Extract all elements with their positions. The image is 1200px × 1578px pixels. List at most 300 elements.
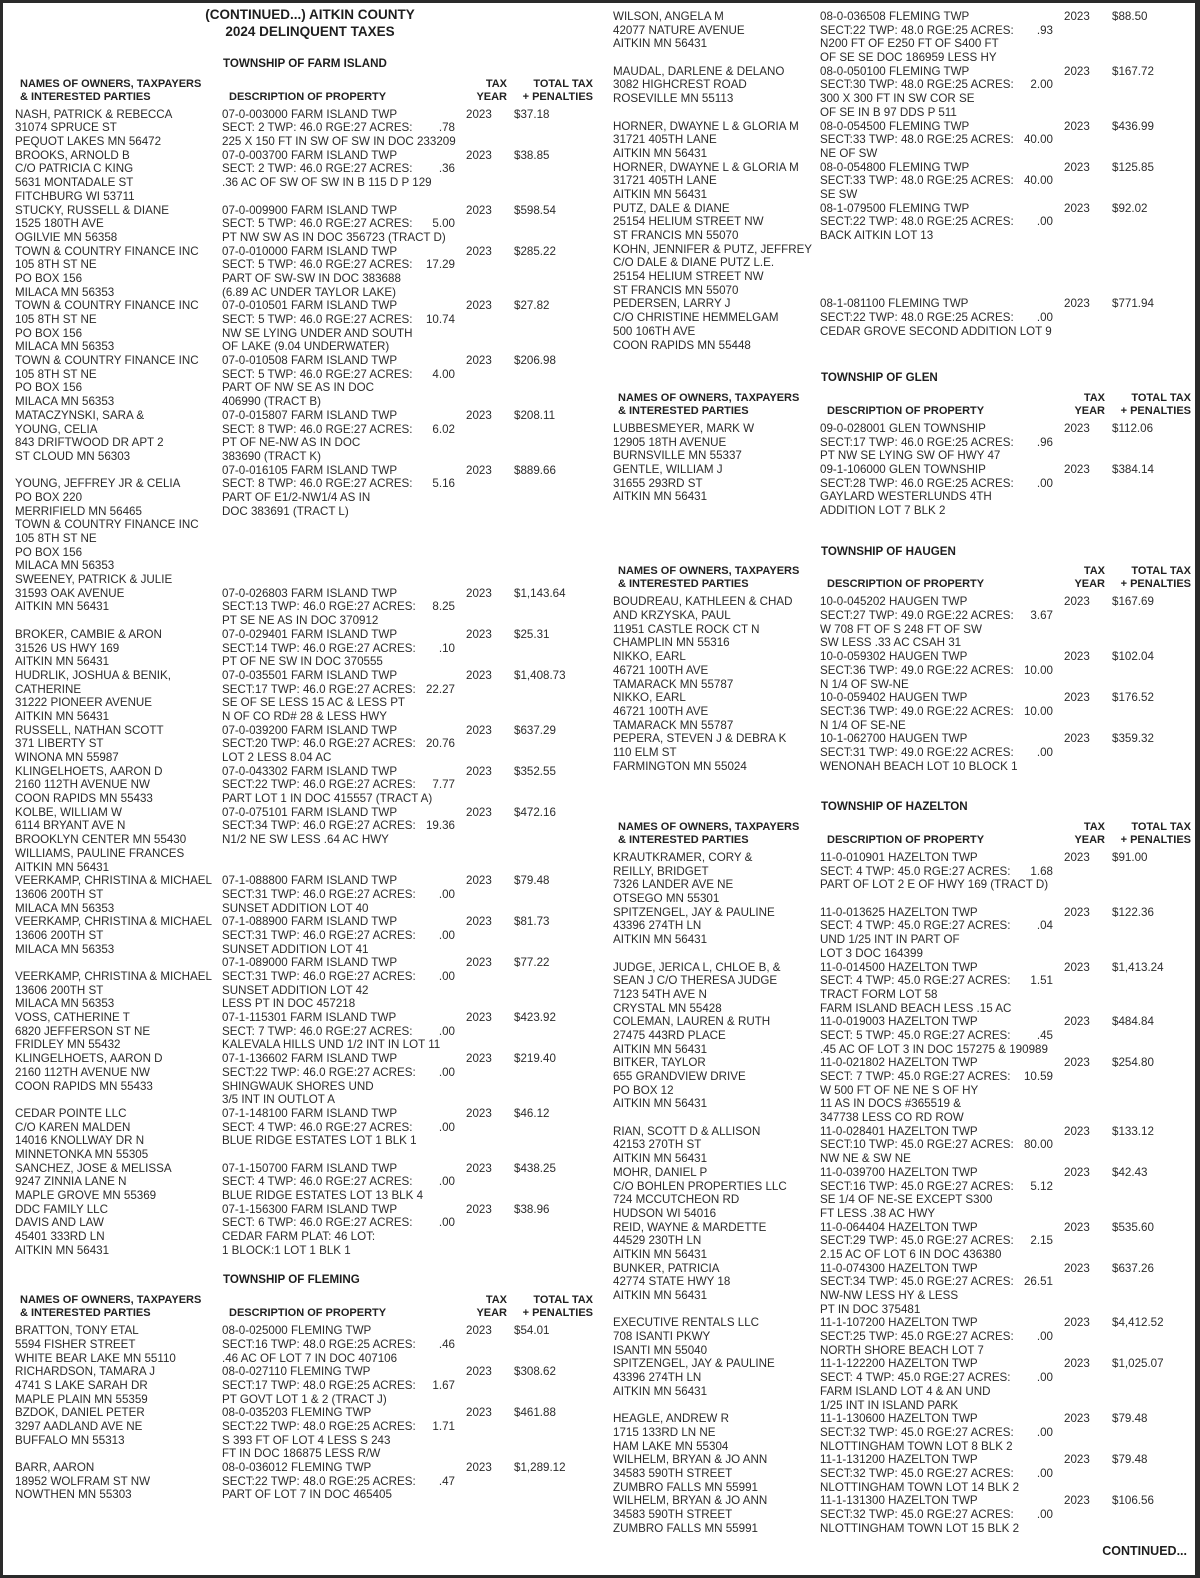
property-description — [811, 10, 1053, 65]
delinquent-entry — [601, 650, 1195, 691]
owner-line: SANCHEZ, JOSE & MELISSA — [15, 1161, 172, 1175]
section-township-range — [820, 477, 1053, 491]
property-description — [213, 573, 455, 628]
amount-value: $254.80 — [1112, 1056, 1154, 1070]
section-haugen — [601, 545, 1195, 774]
owner-line: 13606 200TH ST — [15, 887, 104, 901]
tax-year — [455, 354, 509, 409]
section-fleming-continued — [601, 10, 1195, 352]
owner-line: AITKIN MN 56431 — [15, 655, 110, 669]
tax-year-value: 2023 — [466, 723, 492, 737]
tax-year — [455, 765, 509, 806]
sect-text: SECT: 8 TWP: 46.0 RGE:27 ACRES: — [222, 477, 413, 491]
property-description — [811, 595, 1053, 650]
delinquent-entry — [3, 464, 597, 574]
total-amount — [509, 464, 597, 574]
tax-year-value: 2023 — [1064, 851, 1090, 865]
header-total — [1111, 565, 1195, 591]
property-description — [213, 409, 455, 464]
total-amount — [1107, 1494, 1195, 1535]
owner-line: SPITZENGEL, JAY & PAULINE — [613, 905, 775, 919]
total-amount — [509, 108, 597, 149]
acres-value: 19.36 — [425, 819, 455, 833]
sect-text: SECT:17 TWP: 46.0 RGE:25 ACRES: — [820, 435, 1014, 449]
column-headers — [601, 821, 1195, 847]
total-amount — [1107, 732, 1195, 773]
continued-label: CONTINUED... — [1102, 1544, 1187, 1559]
amount-value: $25.31 — [514, 627, 550, 641]
parcel-number: 11-0-013625 HAZELTON TWP — [820, 905, 978, 919]
tax-year — [455, 464, 509, 574]
section-fleming — [3, 1273, 597, 1502]
total-amount — [509, 806, 597, 874]
legal-description: 1 BLOCK:1 LOT 1 BLK 1 — [222, 1243, 351, 1257]
delinquent-entry — [3, 1461, 597, 1502]
owner-names — [3, 915, 213, 956]
owner-names — [601, 161, 811, 202]
legal-description: 3/5 INT IN OUTLOT A — [222, 1093, 335, 1107]
sect-text: SECT:22 TWP: 48.0 RGE:25 ACRES: — [222, 1419, 416, 1433]
tax-year-value: 2023 — [466, 586, 492, 600]
owner-line: OGILVIE MN 56358 — [15, 230, 118, 244]
column-headers — [601, 565, 1195, 591]
total-amount — [509, 765, 597, 806]
parcel-number: 11-0-064404 HAZELTON TWP — [820, 1220, 978, 1234]
total-amount — [1107, 1221, 1195, 1262]
owner-line: KLINGELHOETS, AARON D — [15, 764, 163, 778]
header-total-line-1: TOTAL TAX — [1131, 565, 1191, 578]
total-amount — [1107, 691, 1195, 732]
spacer — [466, 573, 509, 587]
total-amount — [509, 1107, 597, 1162]
amount-value: $54.01 — [514, 1324, 550, 1338]
delinquent-entry — [3, 806, 597, 874]
tax-year-value: 2023 — [466, 627, 492, 641]
owner-line: ST CLOUD MN 56303 — [15, 449, 131, 463]
owner-names — [3, 1365, 213, 1406]
owner-line: 45401 333RD LN — [15, 1230, 105, 1244]
total-amount — [1107, 1056, 1195, 1124]
acres-value: 4.00 — [432, 367, 455, 381]
total-amount — [1107, 851, 1195, 906]
tax-year-value: 2023 — [466, 915, 492, 929]
owner-line: STUCKY, RUSSELL & DIANE — [15, 203, 169, 217]
tax-year-value: 2023 — [466, 874, 492, 888]
owner-line: 2160 112TH AVENUE NW — [15, 1065, 150, 1079]
owner-names — [3, 1203, 213, 1258]
owner-line: 42774 STATE HWY 18 — [613, 1275, 731, 1289]
tax-year — [455, 1324, 509, 1365]
owner-line: REID, WAYNE & MARDETTE — [613, 1220, 767, 1234]
legal-description: N1/2 NE SW LESS .64 AC HWY — [222, 833, 389, 847]
tax-year-value: 2023 — [466, 1406, 492, 1420]
legal-description: FT LESS .38 AC HWY — [820, 1206, 936, 1220]
delinquent-entry — [601, 595, 1195, 650]
owner-line: ZUMBRO FALLS MN 55991 — [613, 1521, 758, 1535]
sect-text: SECT: 2 TWP: 46.0 RGE:27 ACRES: — [222, 121, 413, 135]
parcel-number: 07-0-016105 FARM ISLAND TWP — [222, 463, 398, 477]
owner-line: ISANTI MN 55040 — [613, 1343, 708, 1357]
total-amount — [1107, 65, 1195, 120]
total-amount — [509, 956, 597, 1011]
acres-value: .00 — [438, 887, 455, 901]
delinquent-entry — [601, 1453, 1195, 1494]
section-township-range — [222, 1420, 455, 1434]
delinquent-entry — [601, 961, 1195, 1016]
total-amount — [509, 669, 597, 724]
legal-description: CEDAR GROVE SECOND ADDITION LOT 9 — [820, 324, 1052, 338]
section-township-range — [820, 1138, 1053, 1152]
tax-year-value: 2023 — [1064, 1316, 1090, 1330]
parcel-number: 11-1-131300 HAZELTON TWP — [820, 1494, 978, 1508]
owner-line: KOLBE, WILLIAM W — [15, 805, 122, 819]
tax-year-value: 2023 — [1064, 1453, 1090, 1467]
owner-names — [3, 245, 213, 300]
legal-description: SUNSET ADDITION LOT 40 — [222, 901, 369, 915]
total-amount — [1107, 1453, 1195, 1494]
owner-line: 105 8TH ST NE — [15, 532, 97, 546]
amount-value: $167.69 — [1112, 595, 1154, 609]
owner-line: MERRIFIELD MN 56465 — [15, 504, 142, 518]
owner-line: 18952 WOLFRAM ST NW — [15, 1474, 151, 1488]
total-amount — [1107, 422, 1195, 463]
owner-line: PO BOX 156 — [15, 326, 83, 340]
legal-description: NW-NW LESS HY & LESS — [820, 1289, 959, 1303]
acres-value: .00 — [438, 1120, 455, 1134]
sect-text: SECT: 5 TWP: 45.0 RGE:27 ACRES: — [820, 1028, 1011, 1042]
section-township-range — [222, 423, 455, 437]
section-township-range — [820, 865, 1053, 879]
owner-line: MATACZYNSKI, SARA & — [15, 408, 145, 422]
amount-value: $637.26 — [1112, 1261, 1154, 1275]
section-township-range — [820, 746, 1053, 760]
tax-year — [455, 1011, 509, 1052]
header-tax-year-line-1: TAX — [485, 1294, 507, 1307]
property-description — [213, 628, 455, 669]
sect-text: SECT:33 TWP: 48.0 RGE:25 ACRES: — [820, 174, 1014, 188]
delinquent-entry — [601, 422, 1195, 463]
owner-line: MAUDAL, DARLENE & DELANO — [613, 64, 785, 78]
parcel-number: 08-0-027110 FLEMING TWP — [222, 1365, 371, 1379]
tax-year-value: 2023 — [466, 1324, 492, 1338]
property-description — [811, 1357, 1053, 1412]
header-description: DESCRIPTION OF PROPERTY — [229, 90, 387, 103]
property-description — [213, 765, 455, 806]
amount-value: $889.66 — [514, 463, 556, 477]
property-description — [213, 1406, 455, 1461]
tax-year — [455, 915, 509, 956]
legal-description: ADDITION LOT 7 BLK 2 — [820, 504, 946, 518]
acres-value: .00 — [1036, 1425, 1053, 1439]
property-description — [811, 1125, 1053, 1166]
delinquent-entry — [3, 299, 597, 354]
column-headers — [3, 78, 597, 104]
property-description — [213, 149, 455, 204]
header-tax-year-line-1: TAX — [1083, 821, 1105, 834]
owner-line: MILACA MN 56353 — [15, 559, 115, 573]
acres-value: 40.00 — [1023, 133, 1053, 147]
owner-names — [601, 851, 811, 906]
header-names-line-1: NAMES OF OWNERS, TAXPAYERS — [618, 391, 800, 404]
legal-description: NLOTTINGHAM TOWN LOT 14 BLK 2 — [820, 1480, 1020, 1494]
header-tax-year — [458, 78, 513, 104]
property-description — [213, 299, 455, 354]
tax-year-value: 2023 — [466, 408, 492, 422]
legal-description: LOT 3 DOC 164399 — [820, 946, 923, 960]
owner-line — [15, 956, 213, 970]
header-tax-year-line-2: YEAR — [1074, 404, 1105, 417]
legal-description: PART OF E1/2-NW1/4 AS IN — [222, 490, 371, 504]
parcel-number: 08-0-054800 FLEMING TWP — [820, 160, 970, 174]
owner-names — [3, 1324, 213, 1365]
owner-line: C/O PATRICIA C KING — [15, 162, 134, 176]
sect-text: SECT:13 TWP: 46.0 RGE:27 ACRES: — [222, 600, 416, 614]
parcel-number: 08-0-054500 FLEMING TWP — [820, 119, 970, 133]
tax-year-value: 2023 — [1064, 201, 1090, 215]
tax-year — [1053, 422, 1107, 463]
total-amount — [1107, 1357, 1195, 1412]
section-township-range — [222, 778, 455, 792]
parcel-number: 11-0-014500 HAZELTON TWP — [820, 960, 978, 974]
sect-text: SECT:16 TWP: 48.0 RGE:25 ACRES: — [222, 1337, 416, 1351]
owner-line: VEERKAMP, CHRISTINA & MICHAEL — [15, 915, 212, 929]
total-amount — [1107, 650, 1195, 691]
tax-year — [455, 1461, 509, 1502]
owner-names — [3, 299, 213, 354]
amount-value: $77.22 — [514, 956, 550, 970]
acres-value: .00 — [438, 1024, 455, 1038]
legal-description: .45 AC OF LOT 3 IN DOC 157275 & 190989 — [820, 1042, 1048, 1056]
owner-line: PEQUOT LAKES MN 56472 — [15, 135, 162, 149]
delinquent-entry — [3, 1406, 597, 1461]
tax-year-value: 2023 — [1064, 421, 1090, 435]
parcel-number: 11-0-039700 HAZELTON TWP — [820, 1165, 978, 1179]
property-description — [811, 297, 1053, 352]
legal-description: BLUE RIDGE ESTATES LOT 13 BLK 4 — [222, 1189, 424, 1203]
tax-year — [1053, 1412, 1107, 1453]
header-total-line-1: TOTAL TAX — [533, 77, 593, 90]
total-amount — [509, 1052, 597, 1107]
parcel-number: 07-1-115301 FARM ISLAND TWP — [222, 1011, 397, 1025]
owner-names — [601, 1221, 811, 1262]
tax-year — [455, 108, 509, 149]
owner-names — [3, 806, 213, 874]
legal-description: TRACT FORM LOT 58 — [820, 987, 938, 1001]
property-description — [213, 1162, 455, 1203]
amount-value: $1,408.73 — [514, 668, 566, 682]
total-amount — [1107, 1015, 1195, 1056]
acres-value: .00 — [438, 970, 455, 984]
acres-value: .00 — [1036, 476, 1053, 490]
delinquent-entry — [3, 1011, 597, 1052]
owner-names — [601, 10, 811, 65]
owner-line: 4741 S LAKE SARAH DR — [15, 1378, 148, 1392]
delinquent-entry — [601, 463, 1195, 518]
sect-text: SECT: 4 TWP: 46.0 RGE:27 ACRES: — [222, 1120, 413, 1134]
legal-description: DOC 383691 (TRACT L) — [222, 504, 349, 518]
header-total-line-2: + PENALTIES — [1120, 404, 1191, 417]
header-names-line-1: NAMES OF OWNERS, TAXPAYERS — [618, 565, 800, 578]
acres-value: .45 — [1036, 1028, 1053, 1042]
owner-line: AITKIN MN 56431 — [613, 146, 708, 160]
legal-description: LESS PT IN DOC 457218 — [222, 997, 356, 1011]
tax-year — [1053, 463, 1107, 518]
parcel-number: 07-0-010000 FARM ISLAND TWP — [222, 244, 398, 258]
parcel-number: 09-1-106000 GLEN TOWNSHIP — [820, 462, 986, 476]
acres-value: .10 — [438, 641, 455, 655]
owner-names — [601, 595, 811, 650]
parcel-number: 07-1-148100 FARM ISLAND TWP — [222, 1106, 398, 1120]
acres-value: .00 — [438, 1216, 455, 1230]
legal-description: W 708 FT OF S 248 FT OF SW — [820, 622, 982, 636]
owner-line: HAM LAKE MN 55304 — [613, 1439, 729, 1453]
section-township-range — [820, 1508, 1053, 1522]
property-description — [213, 245, 455, 300]
owner-line: 1525 180TH AVE — [15, 217, 104, 231]
sect-text: SECT: 4 TWP: 46.0 RGE:27 ACRES: — [222, 1175, 413, 1189]
legal-description: SE 1/4 OF NE-SE EXCEPT S300 — [820, 1193, 993, 1207]
header-description: DESCRIPTION OF PROPERTY — [827, 404, 985, 417]
amount-value: $112.06 — [1112, 421, 1154, 435]
property-description — [811, 1494, 1053, 1535]
acres-value: .93 — [1036, 23, 1053, 37]
legal-description: SW LESS .33 AC CSAH 31 — [820, 636, 962, 650]
owner-line: 31721 405TH LANE — [613, 133, 717, 147]
tax-year-value: 2023 — [1064, 297, 1090, 311]
owner-line: AITKIN MN 56431 — [613, 1247, 708, 1261]
parcel-number: 08-1-081100 FLEMING TWP — [820, 297, 969, 311]
owner-line: 1715 133RD LN NE — [613, 1425, 716, 1439]
tax-year — [1053, 120, 1107, 161]
tax-year-value: 2023 — [466, 1011, 492, 1025]
parcel-number: 08-0-050100 FLEMING TWP — [820, 64, 970, 78]
owner-line: COON RAPIDS MN 55448 — [613, 338, 751, 352]
section-township-range — [222, 819, 455, 833]
owner-line: 105 8TH ST NE — [15, 258, 97, 272]
header-total-line-2: + PENALTIES — [1120, 578, 1191, 591]
owner-line: KOHN, JENNIFER & PUTZ, JEFFREY — [613, 242, 813, 256]
owner-line: 12905 18TH AVENUE — [613, 435, 727, 449]
owner-names — [3, 1052, 213, 1107]
sect-text: SECT:32 TWP: 45.0 RGE:27 ACRES: — [820, 1508, 1014, 1522]
delinquent-entry — [3, 1203, 597, 1258]
tax-year — [1053, 1357, 1107, 1412]
spacer — [222, 573, 455, 587]
section-township-range — [222, 258, 455, 272]
total-amount — [1107, 120, 1195, 161]
tax-year-value: 2023 — [1064, 119, 1090, 133]
legal-description: N 1/4 OF SW-NE — [820, 677, 909, 691]
section-township-range — [222, 642, 455, 656]
section-township-range — [222, 1121, 455, 1135]
owner-line: PO BOX 156 — [15, 271, 83, 285]
owner-line: MILACA MN 56353 — [15, 942, 115, 956]
owner-line: ROSEVILLE MN 55113 — [613, 92, 734, 106]
owner-line: RIAN, SCOTT D & ALLISON — [613, 1124, 761, 1138]
delinquent-entry — [601, 161, 1195, 202]
owner-line: VEERKAMP, CHRISTINA & MICHAEL — [15, 970, 212, 984]
amount-value: $46.12 — [514, 1106, 550, 1120]
section-township-range — [222, 929, 455, 943]
total-amount — [509, 409, 597, 464]
legal-description: 300 X 300 FT IN SW COR SE — [820, 92, 975, 106]
amount-value: $88.50 — [1112, 10, 1148, 23]
legal-description: PT GOVT LOT 1 & 2 (TRACT J) — [222, 1392, 387, 1406]
acres-value: .00 — [438, 1175, 455, 1189]
section-township-range — [222, 313, 455, 327]
owner-line: MILACA MN 56353 — [15, 340, 115, 354]
owner-line: C/O CHRISTINE HEMMELGAM — [613, 311, 779, 325]
amount-value: $1,025.07 — [1112, 1357, 1164, 1371]
owner-line: AITKIN MN 56431 — [613, 1042, 708, 1056]
tax-year — [1053, 1221, 1107, 1262]
amount-value: $42.43 — [1112, 1165, 1148, 1179]
sect-text: SECT:17 TWP: 46.0 RGE:27 ACRES: — [222, 682, 416, 696]
legal-description: GAYLARD WESTERLUNDS 4TH — [820, 490, 992, 504]
tax-year-value: 2023 — [1064, 160, 1090, 174]
amount-value: $472.16 — [514, 805, 556, 819]
amount-value: $79.48 — [1112, 1453, 1148, 1467]
tax-year — [455, 245, 509, 300]
header-description: DESCRIPTION OF PROPERTY — [827, 578, 985, 591]
header-total — [1111, 821, 1195, 847]
total-amount — [1107, 595, 1195, 650]
header-total — [513, 1294, 597, 1320]
sect-text: SECT:33 TWP: 48.0 RGE:25 ACRES: — [820, 133, 1014, 147]
header-description: DESCRIPTION OF PROPERTY — [827, 834, 985, 847]
parcel-number: 08-0-035203 FLEMING TWP — [222, 1406, 372, 1420]
owner-line: AITKIN MN 56431 — [613, 1289, 708, 1303]
owner-line: 105 8TH ST NE — [15, 367, 97, 381]
owner-line: WILSON, ANGELA M — [613, 10, 724, 23]
total-amount — [509, 245, 597, 300]
owner-line: BARR, AARON — [15, 1461, 95, 1475]
owner-line: BROOKS, ARNOLD B — [15, 148, 130, 162]
owner-line: WILHELM, BRYAN & JO ANN — [613, 1453, 768, 1467]
owner-line: SWEENEY, PATRICK & JULIE — [15, 573, 173, 587]
sect-text: SECT:34 TWP: 46.0 RGE:27 ACRES: — [222, 819, 416, 833]
delinquent-entry — [601, 1412, 1195, 1453]
owner-line: RICHARDSON, TAMARA J — [15, 1365, 156, 1379]
amount-value: $38.85 — [514, 148, 550, 162]
header-total — [1111, 392, 1195, 418]
owner-line: BROKER, CAMBIE & ARON — [15, 627, 162, 641]
amount-value: $206.98 — [514, 354, 556, 368]
owner-line: AITKIN MN 56431 — [613, 37, 708, 51]
property-description — [213, 1324, 455, 1365]
total-amount — [1107, 1412, 1195, 1453]
section-township-range — [222, 162, 455, 176]
property-description — [213, 956, 455, 1011]
parcel-number: 08-0-036012 FLEMING TWP — [222, 1461, 372, 1475]
acres-value: 5.12 — [1030, 1179, 1053, 1193]
tax-year-value: 2023 — [1064, 1124, 1090, 1138]
township-heading: TOWNSHIP OF FLEMING — [223, 1273, 360, 1287]
property-description — [213, 108, 455, 149]
owner-names — [601, 422, 811, 463]
column-headers — [601, 392, 1195, 418]
owner-line: 46721 100TH AVE — [613, 663, 709, 677]
sect-text: SECT:22 TWP: 46.0 RGE:27 ACRES: — [222, 778, 416, 792]
owner-line: BOUDREAU, KATHLEEN & CHAD — [613, 595, 793, 609]
tax-year — [455, 149, 509, 204]
legal-description: PART OF LOT 7 IN DOC 465405 — [222, 1488, 392, 1502]
delinquent-entry — [601, 297, 1195, 352]
delinquent-entry — [3, 1324, 597, 1365]
owner-line: TOWN & COUNTRY FINANCE INC — [15, 518, 199, 532]
section-township-range — [222, 888, 455, 902]
sect-text: SECT:31 TWP: 46.0 RGE:27 ACRES: — [222, 887, 416, 901]
